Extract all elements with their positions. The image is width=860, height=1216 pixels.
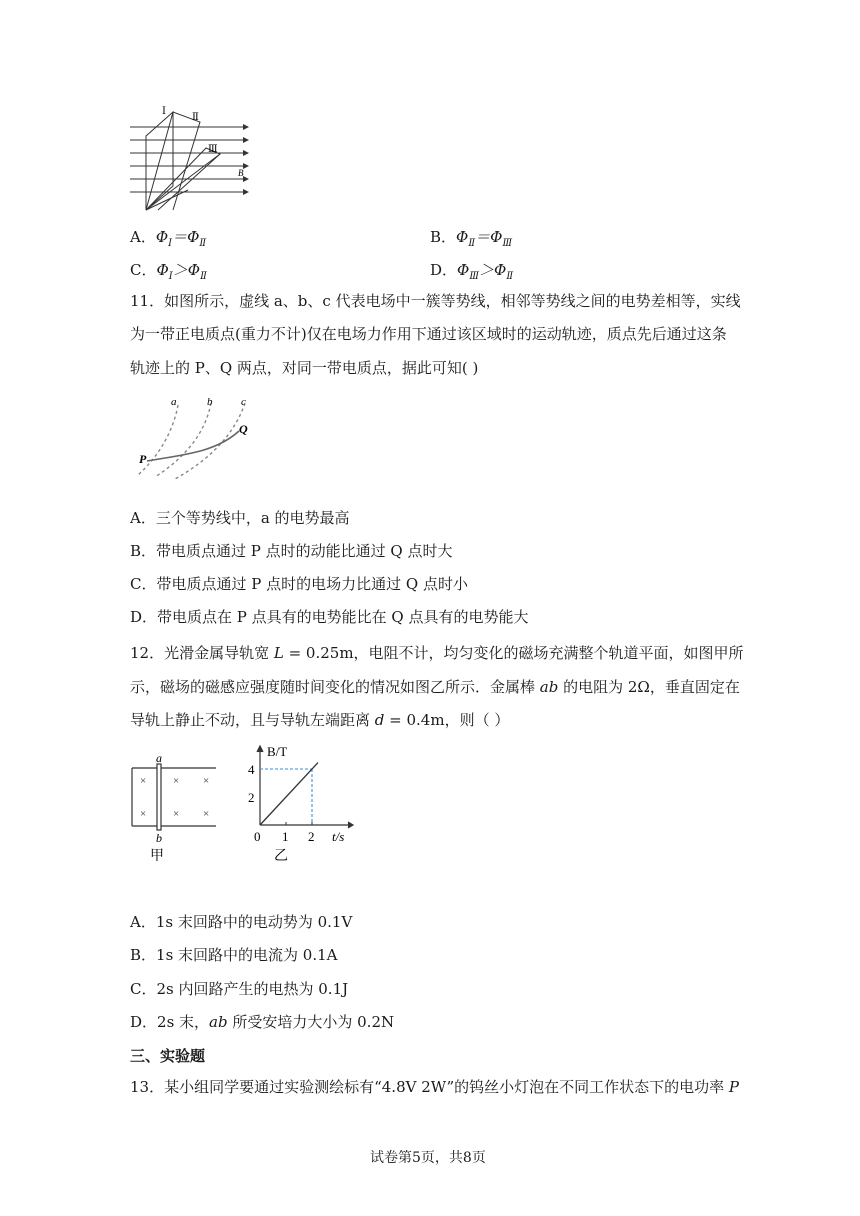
rail-circuit-figure (126, 750, 221, 865)
y-axis-label: B/T (267, 744, 288, 759)
plane-i-label: Ⅰ (162, 106, 166, 117)
flux-planes-figure (128, 100, 258, 215)
svg-text:×: × (173, 775, 180, 787)
section-title-experiment: 三、实验题 (130, 1047, 206, 1065)
svg-text:×: × (140, 808, 147, 820)
y-tick-label: 4 (248, 762, 255, 777)
q11-stem-line2: 为一带正电质点(重力不计)仅在电场力作用下通过该区域时的运动轨迹，质点先后通过这条 (130, 325, 727, 343)
q11-option-b[interactable]: B．带电质点通过 P 点时的动能比通过 Q 点时大 (130, 542, 453, 560)
q12-option-b[interactable]: B．1s 末回路中的电流为 0.1A (130, 946, 338, 964)
rod-end-a-label: a (156, 751, 162, 765)
q12-option-a[interactable]: A．1s 末回路中的电动势为 0.1V (130, 913, 353, 931)
q10-option-a[interactable]: A．$\Phi_Ⅰ=\Phi_Ⅱ$ (130, 228, 207, 249)
q10-option-c[interactable]: C．$\Phi_Ⅰ>\Phi_Ⅱ$ (130, 261, 207, 282)
series-line (260, 763, 318, 825)
q11-option-d[interactable]: D．带电质点在 P 点具有的电势能比在 Q 点具有的电势能大 (130, 608, 529, 626)
q12-stem-line2: 示，磁场的磁感应强度随时间变化的情况如图乙所示．金属棒 ab 的电阻为 2Ω，垂直固定在 (130, 678, 740, 696)
q10-option-b[interactable]: B．$\Phi_Ⅱ=\Phi_Ⅲ$ (430, 228, 513, 249)
q12-stem-line1: 12．光滑金属导轨宽 L = 0.25m，电阻不计，均匀变化的磁场充满整个轨道平面，如图甲所 (130, 644, 744, 662)
page-footer: 试卷第5页，共8页 (370, 1150, 486, 1166)
figure-yi-caption: 乙 (274, 849, 288, 864)
q12-stem-line3: 导轨上静止不动，且与导轨左端距离 d = 0.4m，则（ ） (130, 711, 510, 729)
plane-ii-label: Ⅱ (192, 112, 199, 123)
y-tick-label: 2 (248, 790, 255, 805)
x-tick-label: 0 (254, 829, 261, 844)
q10-option-d[interactable]: D．$\Phi_Ⅲ>\Phi_Ⅱ$ (430, 261, 514, 282)
line-a-label: a (171, 396, 177, 408)
q11-stem-line1: 11．如图所示，虚线 a、b、c 代表电场中一簇等势线，相邻等势线之间的电势差相等，实线 (130, 292, 741, 310)
q12-option-c[interactable]: C．2s 内回路产生的电热为 0.1J (130, 980, 349, 998)
point-q-label: Q (239, 422, 248, 436)
line-b-label: b (207, 396, 213, 408)
svg-text:×: × (140, 775, 147, 787)
point-p-label: P (139, 452, 147, 466)
x-tick-label: 1 (282, 829, 289, 844)
svg-text:×: × (173, 808, 180, 820)
plane-iii-label: Ⅲ (208, 144, 218, 155)
q13-stem-line1: 13．某小组同学要通过实验测绘标有“4.8V 2W”的钨丝小灯泡在不同工作状态下的电功率 P (130, 1078, 739, 1096)
field-crosses (140, 775, 209, 820)
line-c-label: c (241, 396, 246, 408)
svg-text:×: × (203, 808, 210, 820)
svg-text:×: × (203, 775, 210, 787)
q11-option-c[interactable]: C．带电质点通过 P 点时的电场力比通过 Q 点时小 (130, 575, 468, 593)
bt-graph-figure (240, 740, 360, 865)
figure-jia-caption: 甲 (150, 849, 164, 864)
field-b-label: B (238, 168, 244, 178)
equipotential-figure (135, 393, 260, 481)
rod-end-b-label: b (156, 831, 162, 845)
q11-option-a[interactable]: A．三个等势线中，a 的电势最高 (130, 509, 350, 527)
x-tick-label: 2 (308, 829, 315, 844)
q11-stem-line3: 轨迹上的 P、Q 两点，对同一带电质点，据此可知( ) (130, 359, 479, 377)
x-axis-label: t/s (332, 829, 345, 844)
q12-option-d[interactable]: D．2s 末，ab 所受安培力大小为 0.2N (130, 1013, 395, 1031)
